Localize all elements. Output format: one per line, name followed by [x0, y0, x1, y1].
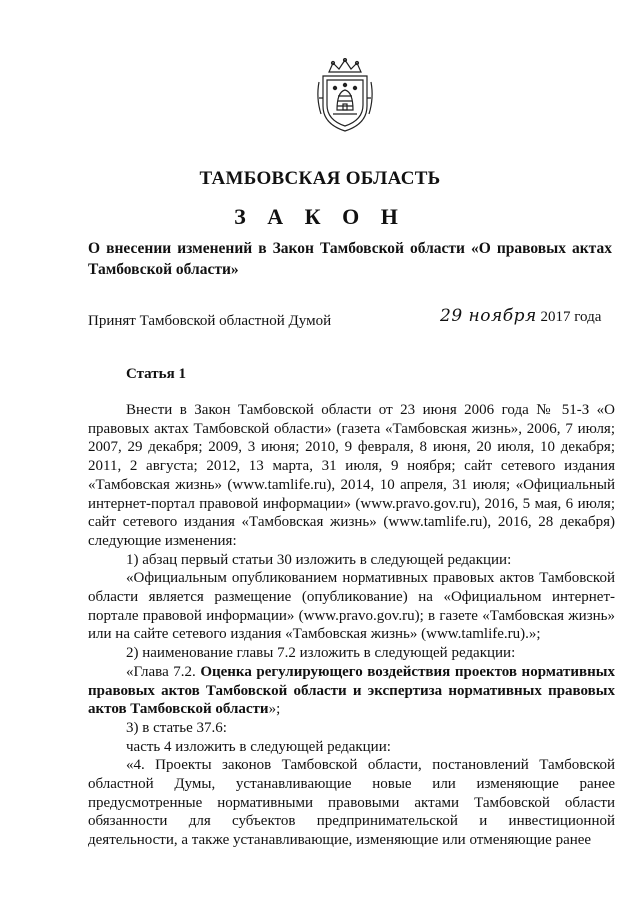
- paragraph-amendments-intro: Внести в Закон Тамбовской области от 23 июня 2006 года № 51-З «О правовых актах Тамбовской области» (газета «Тамбовская жизнь», 2006, 7 июля; 2007, 29 декабря; 2009, 3 июня; 2010, 9 февраля, 8 июня, 20 июля, 10 декабря; 2011, 2 августа; 2012, 13 марта, 31 июля, 9 ноября; сайт сетевого издания «Тамбовская жизнь» (www.tamlife.ru), 2014, 10 апреля, 31 июля; «Официальный интернет-портал правовой информации» (www.pravo.gov.ru), 2016, 5 мая, 6 июля; сайт сетевого издания «Тамбовская жизнь» (www.tamlife.ru), 2016, 28 декабря) следующие изменения:: [88, 402, 615, 549]
- handwritten-date: 29 ноября: [440, 306, 537, 326]
- paragraph-item-3-text: «4. Проекты законов Тамбовской области, постановлений Тамбовской областной Думы, устанавливающие новые или изменяющие ранее предусмотренные нормативными правовыми актами Тамбовской области обязанности для субъектов предпринимательской и инвестиционной деятельности, а также устанавливающие, изменяющие или отменяющие ранее: [88, 757, 615, 849]
- chapter-closing: »;: [268, 701, 281, 718]
- paragraph-item-2-text: [88, 663, 615, 719]
- paragraph-item-1: 1) абзац первый статьи 30 изложить в следующей редакции:: [126, 551, 512, 568]
- adoption-statement: Принят Тамбовской областной Думой: [88, 313, 332, 329]
- article-heading: Статья 1: [126, 366, 186, 382]
- adoption-date: [440, 306, 601, 326]
- law-title: О внесении изменений в Закон Тамбовской области «О правовых актах Тамбовской области»: [88, 240, 612, 278]
- chapter-number: «Глава 7.2.: [126, 663, 196, 680]
- article-body: [88, 401, 615, 850]
- region-name: ТАМБОВСКАЯ ОБЛАСТЬ: [199, 168, 441, 189]
- coat-of-arms-emblem: [315, 58, 375, 134]
- paragraph-item-3-part: часть 4 изложить в следующей редакции:: [126, 738, 391, 755]
- paragraph-item-2: 2) наименование главы 7.2 изложить в следующей редакции:: [126, 645, 516, 662]
- paragraph-item-3: 3) в статье 37.6:: [126, 719, 227, 736]
- adoption-year: 2017 года: [540, 309, 602, 325]
- chapter-title: Оценка регулирующего воздействия проектов нормативных правовых актов Тамбовской области и экспертиза нормативных правовых актов Тамбовской области: [88, 663, 615, 718]
- document-type: З А К О Н: [234, 204, 406, 229]
- paragraph-item-1-text: «Официальным опубликованием нормативных правовых актов Тамбовской области является размещение (опубликование) на «Официальном интернет-портале правовой информации» (www.pravo.gov.ru); в газете «Тамбовская жизнь» или на сайте сетевого издания «Тамбовская жизнь» (www.tamlife.ru).»;: [88, 570, 615, 643]
